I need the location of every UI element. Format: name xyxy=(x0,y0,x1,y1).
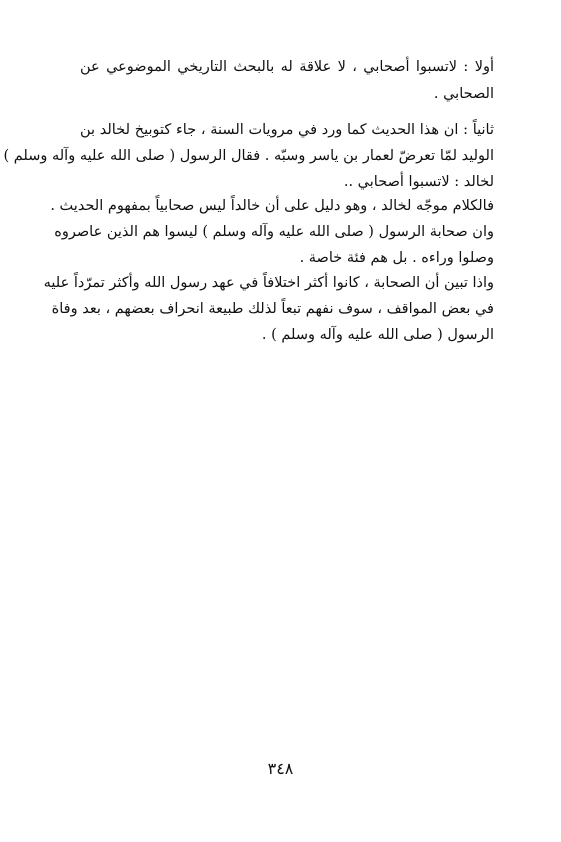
paragraph-2 xyxy=(3,119,494,193)
text-line: ثانياً : ان هذا الحديث كما ورد في مرويات السنة ، جاء كتوبيخ لخالد بن xyxy=(80,122,494,138)
text-line: وان صحابة الرسول ( صلى الله عليه وآله وسلم ) ليسوا هم الذين عاصروه xyxy=(54,224,494,240)
text-line: الوليد لمّا تعرضّ لعمار بن ياسر وسبّه . فقال الرسول ( صلى الله عليه وآله وسلم ) xyxy=(3,148,494,164)
text-line: أولا : لاتسبوا أصحابي ، لا علاقة له بالبحث التاريخي الموضوعي عن xyxy=(80,59,494,75)
text-line: لخالد : لاتسبوا أصحابي .. xyxy=(343,174,494,190)
text-line: فالكلام موجّه لخالد ، وهو دليل على أن خالداً ليس صحابياً بمفهوم الحديث . xyxy=(50,198,494,214)
paragraph-1 xyxy=(80,56,494,105)
text-line: الرسول ( صلى الله عليه وآله وسلم ) . xyxy=(261,327,494,343)
text-line: وصلوا وراءه . بل هم فئة خاصة . xyxy=(299,250,494,266)
paragraph-3 xyxy=(50,195,494,269)
page-number: ٣٤٨ xyxy=(267,759,294,778)
paragraph-4 xyxy=(43,272,494,346)
text-line: واذا تبين أن الصحابة ، كانوا أكثر اختلافاً في عهد رسول الله وأكثر تمرّداً عليه xyxy=(43,275,494,291)
text-line: في بعض المواقف ، سوف نفهم تبعاً لذلك طبيعة انحراف بعضهم ، بعد وفاة xyxy=(51,301,494,317)
text-line: الصحابي . xyxy=(433,86,494,102)
